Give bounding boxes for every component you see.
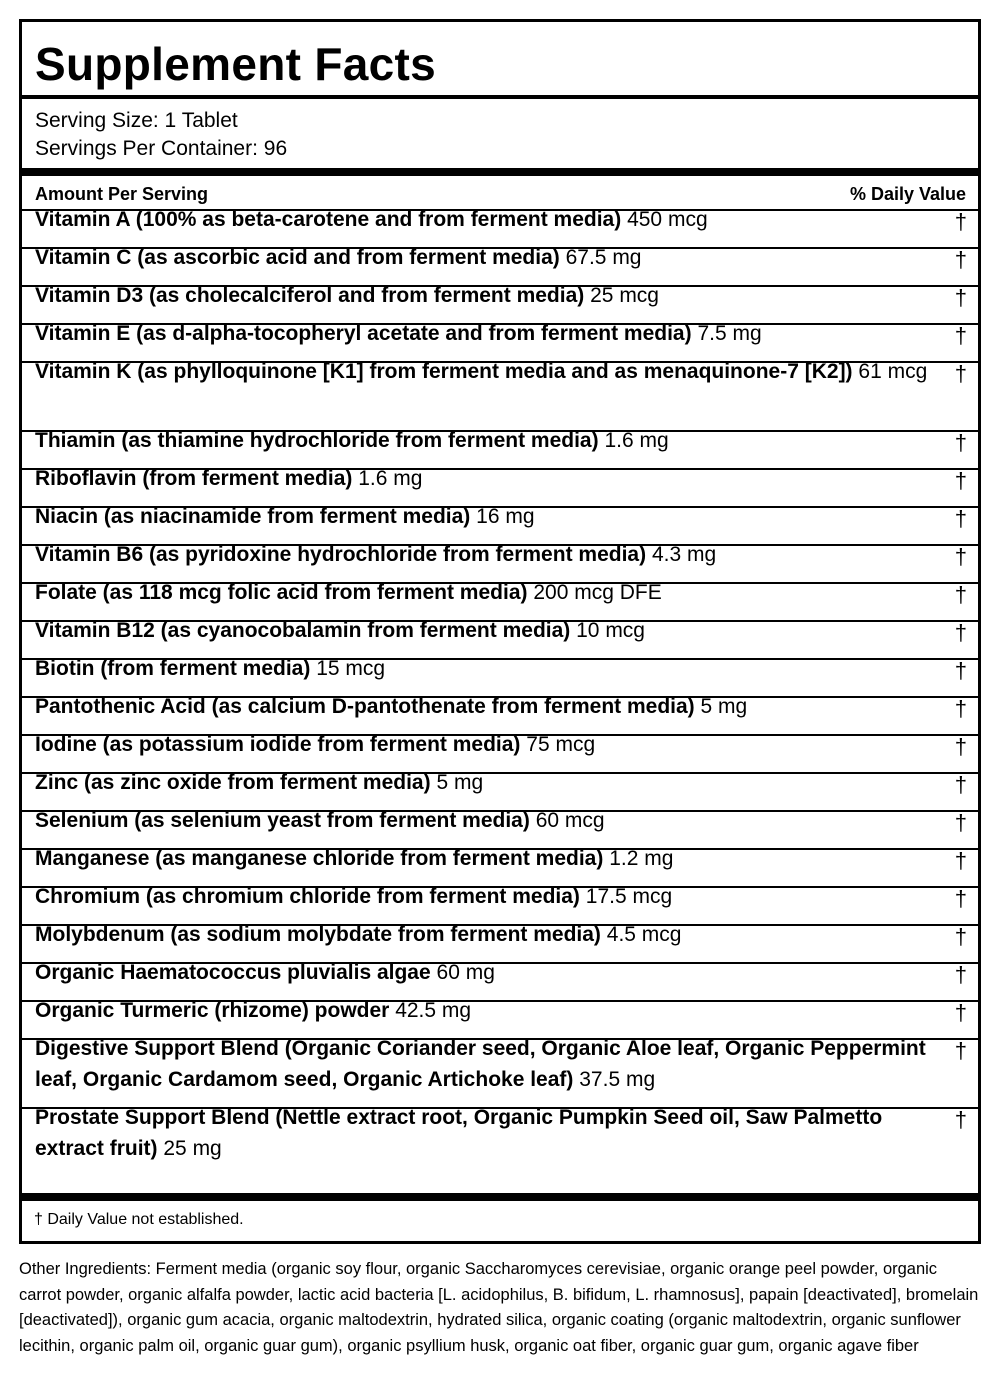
nutrient-text bbox=[35, 729, 938, 760]
nutrient-name: Vitamin K (as phylloquinone [K1] from ferment media and as menaquinone-7 [K2]) bbox=[35, 360, 853, 383]
nutrient-amount: 200 mcg DFE bbox=[533, 581, 662, 604]
daily-value-dagger: † bbox=[954, 361, 967, 386]
nutrient-name: Vitamin E (as d-alpha-tocopheryl acetate and from ferment media) bbox=[35, 322, 692, 345]
nutrient-text bbox=[35, 463, 938, 494]
nutrient-amount: 1.6 mg bbox=[604, 429, 669, 452]
daily-value-dagger: † bbox=[954, 734, 967, 759]
nutrient-amount: 60 mcg bbox=[535, 809, 605, 832]
nutrient-name: Iodine (as potassium iodide from ferment media) bbox=[35, 733, 521, 756]
nutrient-amount: 25 mg bbox=[163, 1137, 222, 1160]
daily-value-dagger: † bbox=[954, 772, 967, 797]
nutrient-text bbox=[35, 995, 938, 1026]
nutrient-text bbox=[35, 425, 938, 456]
nutrient-amount: 7.5 mg bbox=[697, 322, 762, 345]
nutrient-text bbox=[35, 204, 938, 235]
nutrient-name: Prostate Support Blend (Nettle extract root, Organic Pumpkin Seed oil, Saw Palmetto extract fruit) bbox=[35, 1106, 883, 1160]
nutrient-text bbox=[35, 881, 938, 912]
daily-value-dagger: † bbox=[954, 323, 967, 348]
nutrient-text bbox=[35, 767, 938, 798]
nutrient-name: Biotin (from ferment media) bbox=[35, 657, 311, 680]
nutrient-amount: 42.5 mg bbox=[395, 999, 472, 1022]
nutrient-name: Pantothenic Acid (as calcium D-pantothenate from ferment media) bbox=[35, 695, 695, 718]
column-header bbox=[35, 184, 966, 205]
nutrient-name: Vitamin D3 (as cholecalciferol and from ferment media) bbox=[35, 284, 585, 307]
supplement-facts-panel bbox=[19, 19, 981, 1244]
nutrient-amount: 5 mg bbox=[700, 695, 748, 718]
nutrient-amount: 450 mcg bbox=[627, 208, 708, 231]
nutrient-text bbox=[35, 539, 938, 570]
nutrient-amount: 61 mcg bbox=[858, 360, 928, 383]
daily-value-dagger: † bbox=[954, 962, 967, 987]
nutrient-text bbox=[35, 577, 938, 608]
nutrient-text bbox=[35, 691, 938, 722]
nutrient-name: Thiamin (as thiamine hydrochloride from ferment media) bbox=[35, 429, 599, 452]
daily-value-dagger: † bbox=[954, 1038, 967, 1063]
nutrient-amount: 5 mg bbox=[436, 771, 484, 794]
nutrient-amount: 67.5 mg bbox=[565, 246, 642, 269]
nutrient-amount: 4.5 mcg bbox=[606, 923, 682, 946]
nutrient-name: Manganese (as manganese chloride from ferment media) bbox=[35, 847, 604, 870]
serving-size: Serving Size: 1 Tablet bbox=[35, 109, 238, 132]
nutrient-amount: 17.5 mcg bbox=[585, 885, 673, 908]
daily-value-header: % Daily Value bbox=[849, 184, 966, 204]
daily-value-dagger: † bbox=[954, 582, 967, 607]
nutrient-amount: 4.3 mg bbox=[651, 543, 717, 566]
daily-value-dagger: † bbox=[954, 468, 967, 493]
daily-value-dagger: † bbox=[954, 696, 967, 721]
nutrient-text bbox=[35, 843, 938, 874]
nutrient-row bbox=[22, 361, 978, 430]
other-ingredients: Other Ingredients: Ferment media (organic soy flour, organic Saccharomyces cerevisiae, organic orange peel powder, organic carrot powder, organic alfalfa powder, lactic acid bacteria [L. acidophilus, B. bifidum, L. rhamnosus], papain [deactivated], bromelain [deactivated]), organic gum acacia, organic maltodextrin, hydrated silica, organic coating (organic maltodextrin, organic sunflower lecithin, organic palm oil, organic guar gum), organic psyllium husk, organic oat fiber, organic guar gum, organic agave fiber bbox=[19, 1260, 979, 1355]
daily-value-dagger: † bbox=[954, 620, 967, 645]
daily-value-dagger: † bbox=[954, 924, 967, 949]
servings-per-container: Servings Per Container: 96 bbox=[35, 137, 288, 160]
nutrient-name: Vitamin B6 (as pyridoxine hydrochloride from ferment media) bbox=[35, 543, 647, 566]
nutrient-amount: 1.6 mg bbox=[358, 467, 423, 490]
footer-divider bbox=[22, 1193, 978, 1201]
nutrient-text bbox=[35, 615, 938, 646]
nutrient-amount: 60 mg bbox=[436, 961, 495, 984]
nutrient-amount: 16 mg bbox=[476, 505, 535, 528]
nutrient-text bbox=[35, 242, 938, 273]
nutrient-name: Vitamin C (as ascorbic acid and from ferment media) bbox=[35, 246, 560, 269]
daily-value-dagger: † bbox=[954, 506, 967, 531]
nutrient-text bbox=[35, 280, 938, 311]
nutrient-text bbox=[35, 1102, 938, 1164]
nutrient-amount: 1.2 mg bbox=[609, 847, 674, 870]
nutrient-text bbox=[35, 318, 938, 349]
nutrient-text bbox=[35, 356, 938, 387]
nutrient-row bbox=[22, 1107, 978, 1176]
nutrient-text bbox=[35, 957, 938, 988]
footnote: † Daily Value not established. bbox=[34, 1211, 244, 1228]
nutrient-name: Selenium (as selenium yeast from ferment media) bbox=[35, 809, 530, 832]
daily-value-dagger: † bbox=[954, 810, 967, 835]
daily-value-dagger: † bbox=[954, 285, 967, 310]
nutrient-name: Vitamin B12 (as cyanocobalamin from ferment media) bbox=[35, 619, 571, 642]
nutrient-name: Riboflavin (from ferment media) bbox=[35, 467, 353, 490]
nutrient-name: Zinc (as zinc oxide from ferment media) bbox=[35, 771, 431, 794]
daily-value-dagger: † bbox=[954, 1000, 967, 1025]
daily-value-dagger: † bbox=[954, 247, 967, 272]
panel-title: Supplement Facts bbox=[35, 38, 436, 90]
serving-info bbox=[35, 107, 287, 163]
nutrient-amount: 10 mcg bbox=[576, 619, 645, 642]
nutrient-name: Molybdenum (as sodium molybdate from ferment media) bbox=[35, 923, 601, 946]
nutrient-amount: 15 mcg bbox=[316, 657, 386, 680]
nutrient-name: Chromium (as chromium chloride from ferment media) bbox=[35, 885, 580, 908]
daily-value-dagger: † bbox=[954, 658, 967, 683]
amount-per-serving-header: Amount Per Serving bbox=[35, 184, 209, 204]
nutrient-name: Niacin (as niacinamide from ferment media) bbox=[35, 505, 471, 528]
nutrient-name: Folate (as 118 mcg folic acid from ferment media) bbox=[35, 581, 528, 604]
daily-value-dagger: † bbox=[954, 848, 967, 873]
nutrient-name: Vitamin A (100% as beta-carotene and from ferment media) bbox=[35, 208, 622, 231]
nutrient-name: Organic Haematococcus pluvialis algae bbox=[35, 961, 431, 984]
nutrient-row bbox=[22, 1038, 978, 1107]
nutrient-text bbox=[35, 919, 938, 950]
nutrient-amount: 75 mcg bbox=[526, 733, 596, 756]
nutrient-text bbox=[35, 653, 938, 684]
serving-divider bbox=[22, 168, 978, 176]
nutrient-text bbox=[35, 501, 938, 532]
nutrient-text bbox=[35, 805, 938, 836]
nutrient-name: Digestive Support Blend (Organic Coriander seed, Organic Aloe leaf, Organic Peppermint leaf, Organic Cardamom seed, Organic Artichoke leaf) bbox=[35, 1037, 926, 1091]
daily-value-dagger: † bbox=[954, 544, 967, 569]
daily-value-dagger: † bbox=[954, 209, 967, 234]
nutrient-amount: 25 mcg bbox=[590, 284, 659, 307]
nutrient-amount: 37.5 mg bbox=[579, 1068, 656, 1091]
daily-value-dagger: † bbox=[954, 886, 967, 911]
nutrient-text bbox=[35, 1033, 938, 1095]
daily-value-dagger: † bbox=[954, 1107, 967, 1132]
nutrient-name: Organic Turmeric (rhizome) powder bbox=[35, 999, 390, 1022]
daily-value-dagger: † bbox=[954, 430, 967, 455]
title-divider bbox=[22, 95, 978, 99]
